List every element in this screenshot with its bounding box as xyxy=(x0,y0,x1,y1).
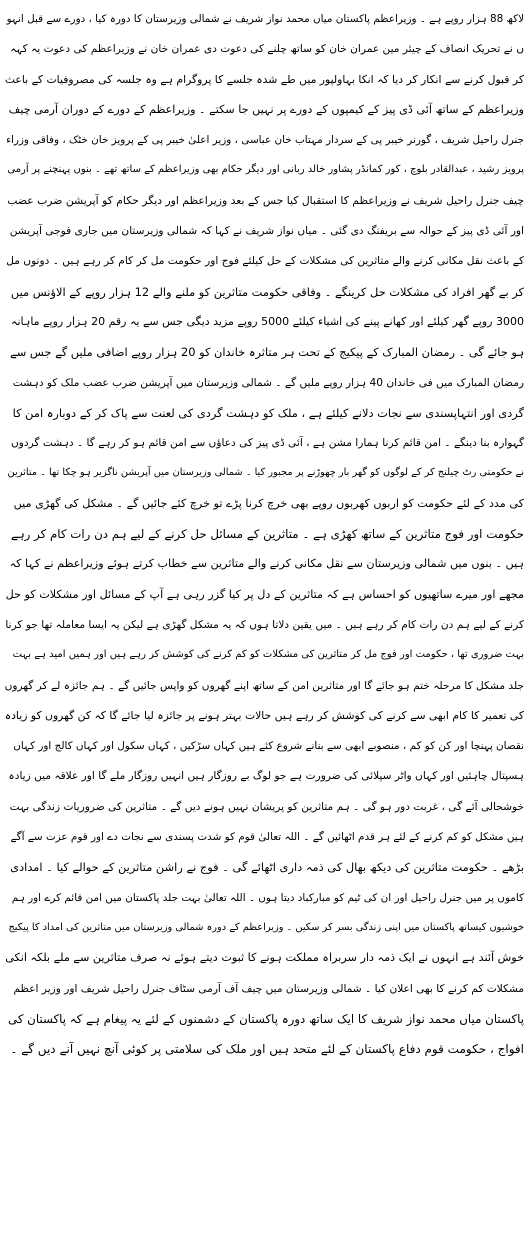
article-line: کر بے گھر افراد کی مشکلات حل کرینگے ۔ وفاقی حکومت متاثرین کو ملنے والے 12 ہزار روپے کے الاؤنس میں xyxy=(10,284,524,299)
article-body xyxy=(5,4,524,1064)
article-line: کر قبول کرنے سے انکار کر دیا کہ انکا بہاولپور میں طے شدہ جلسے کا پروگرام ہے وہ جلسہ کی مصروفیات کے باعث xyxy=(5,72,524,86)
article-line: مجھے اور میرے ساتھیوں کو احساس ہے کہ متاثرین کے دل پر کیا گزر رہی ہے آپ کے مسائل اور مشکلات کو حل xyxy=(5,587,524,601)
article-line: نے حکومتی رٹ چیلنج کر کے لوگوں کو گھر بار چھوڑنے پر مجبور کیا ۔ شمالی وزیرستان میں آپریشن ناگزیر ہو چکا تھا ۔ متاثرین xyxy=(7,467,524,479)
article-line: ں نے تحریک انصاف کے چیئر مین عمران خان کو ساتھ چلنے کی دعوت دی عمران خان نے وزیراعظم کی دعوت یہ کہہ xyxy=(10,43,524,56)
article-line: حکومت اور فوج متاثرین کے ساتھ کھڑی ہے ۔ متاثرین کے مسائل حل کرنے کے لیے ہم دن رات کام کر رہے xyxy=(10,527,524,542)
article-line: پاکستان میاں محمد نواز شریف کا ایک ساتھ دورہ پاکستان کے دشمنوں کے لئے یہ پیغام ہے کہ پاکستان کی xyxy=(7,1011,524,1026)
article-line: خوش آئند ہے انہوں نے ایک ذمہ دار سربراہ مملکت ہونے کا ثبوت دیتے ہوئے نہ صرف متاثرین سے ملے بلکہ انکی xyxy=(5,951,524,965)
article-line: 3000 روپے گھر کیلئے اور کھانے پینے کی اشیاء کیلئے 5000 روپے مزید دیگی جس سے یہ رقم 20 ہزار روپے ماہانہ xyxy=(11,314,524,328)
article-line: کی مدد کے لئے حکومت کو اربوں کھربوں روپے بھی خرچ کرنا پڑے تو خرچ کئے جائیں گے ۔ مشکل کی گھڑی میں xyxy=(13,496,524,510)
article-line: ہو جائے گی ۔ رمضان المبارک کے پیکیج کے تحت ہر متاثرہ خاندان کو 20 ہزار روپے اضافی ملیں گے جس سے xyxy=(10,345,524,360)
article-line: بہت ضروری تھا ، حکومت اور فوج مل کر متاثرین کی مشکلات کو کم کرنے کی کوشش کر رہے ہیں اور ہمیں امید ہے بہت xyxy=(12,649,524,661)
article-line: لاکھ 88 ہزار روپے ہے ۔ وزیراعظم پاکستان میاں محمد نواز شریف نے شمالی وزیرستان کا دورہ کیا ، دورے سے قبل انہو xyxy=(6,13,524,25)
article-line: گردی اور انتہاپسندی سے نجات دلانے کیلئے ہے ، ملک کو دہشت گردی کی لعنت سے پاک کر کے دوبارہ امن کا xyxy=(12,405,524,420)
article-line: کاموں پر میں جنرل راحیل اور ان کی ٹیم کو مبارکباد دیتا ہوں ۔ اللہ تعالیٰ بہت جلد پاکستان میں امن قائم کرے اور ہم xyxy=(11,891,524,904)
article-line: ہسپتال چاہئیں اور کہاں واٹر سپلائی کی ضرورت ہے جو لوگ بے روزگار ہیں انہیں روزگار ملے گا اور علاقہ میں زیادہ xyxy=(8,770,524,783)
article-line: کے باعث نقل مکانی کرنے والے متاثرین کی مشکلات کے حل کیلئے فوج اور حکومت مل کر کام کر رہے ہیں ۔ دونوں مل xyxy=(6,255,524,268)
article-line: جنرل راحیل شریف ، گورنر خیبر پی کے سردار مہتاب خان عباسی ، وزیر اعلیٰ خیبر پی کے پرویز خان خٹک ، وفاقی وزراء xyxy=(6,134,524,147)
article-line: پرویز رشید ، عبدالقادر بلوچ ، کور کمانڈر پشاور خالد ربانی اور دیگر حکام بھی وزیراعظم کے ساتھ تھے ۔ بنوں پہنچنے پر آرمی xyxy=(7,164,524,176)
article-line: جلد مشکل کا مرحلہ ختم ہو جائے گا اور متاثرین امن کے ساتھ اپنے گھروں کو واپس جائیں گے ۔ ہم جائزہ لے کر گھروں xyxy=(5,679,524,692)
article-line: وزیراعظم کے ساتھ آئی ڈی پیز کے کیمپوں کے دورے پر نہیں جا سکتے ۔ وزیراعظم کے دورے کے دوران آرمی چیف xyxy=(8,102,524,116)
article-line: افواج ، حکومت قوم دفاع پاکستان کے لئے متحد ہیں اور ملک کی سلامتی پر کوئی آنچ نہیں آنے دیں گے ۔ xyxy=(10,1042,524,1057)
article-line: مشکلات کم کرنے کا بھی اعلان کیا ۔ شمالی وزیرستان میں چیف آف آرمی سٹاف جنرل راحیل شریف اور وزیر اعظم xyxy=(13,982,524,995)
article-line: رمضان المبارک میں فی خاندان 40 ہزار روپے ملیں گے ۔ شمالی وزیرستان میں آپریشن ضرب عضب ملک کو دہشت xyxy=(12,376,524,389)
article-line: گہوارہ بنا دینگے ۔ امن قائم کرنا ہمارا مشن ہے ، آئی ڈی پیز کی دعاؤں سے امن قائم ہو کر رہے گا ۔ دہشت گردوں xyxy=(10,437,524,450)
article-line: ہیں ۔ بنوں میں شمالی وزیرستان سے نقل مکانی کرنے والے متاثرین سے خطاب کرتے ہوئے وزیراعظم نے کہا کہ xyxy=(9,557,524,571)
article-line: نقصان پہنچا اور کن کو کم ، منصوبے ابھی سے بنانے شروع کئے ہیں کہاں سڑکیں ، کہاں سکول اور کہاں کالج اور کہاں xyxy=(13,740,524,753)
article-line: کی تعمیر کا کام ابھی سے کرنے کی کوشش کر رہے ہیں حالات بہتر ہونے پر جائزہ لیا جائے گا کہ کن گھروں کو زیادہ xyxy=(5,708,524,722)
article-line: بڑھے ۔ حکومت متاثرین کی دیکھ بھال کی ذمہ داری اٹھائے گی ۔ فوج نے راشن متاثرین کے حوالے کیا ۔ امدادی xyxy=(10,860,524,875)
article-line: چیف جنرل راحیل شریف نے وزیراعظم کا استقبال کیا جس کے بعد وزیراعظم اور دیگر حکام کو آپریشن ضرب عضب xyxy=(7,193,524,207)
article-line: ہیں مشکل کو کم کرنے کے لئے ہر قدم اٹھائیں گے ۔ اللہ تعالیٰ قوم کو شدت پسندی سے نجات دے اور قوم عزت سے آگے xyxy=(10,831,524,844)
article-line: اور آئی ڈی پیز کے حوالہ سے بریفنگ دی گئی ۔ میاں نواز شریف نے کہا کہ شمالی وزیرستان میں جاری فوجی آپریشن xyxy=(9,225,524,238)
article-line: خوشحالی آئے گی ، غربت دور ہو گی ۔ ہم متاثرین کو پریشان نہیں ہونے دیں گے ۔ متاثرین کی ضروریات زندگی بہت xyxy=(9,800,524,813)
article-line: کرنے کے لیے ہم دن رات کام کر رہے ہیں ۔ میں یقین دلاتا ہوں کہ یہ مشکل گھڑی ہے لیکن یہ ایسا معاملہ تھا جو کرنا xyxy=(5,618,524,631)
article-line: خوشیوں کیساتھ پاکستان میں اپنی زندگی بسر کر سکیں ۔ وزیراعظم کے دورہ شمالی وزیرستان میں متاثرین کی امداد کا پیکیج xyxy=(8,921,524,933)
